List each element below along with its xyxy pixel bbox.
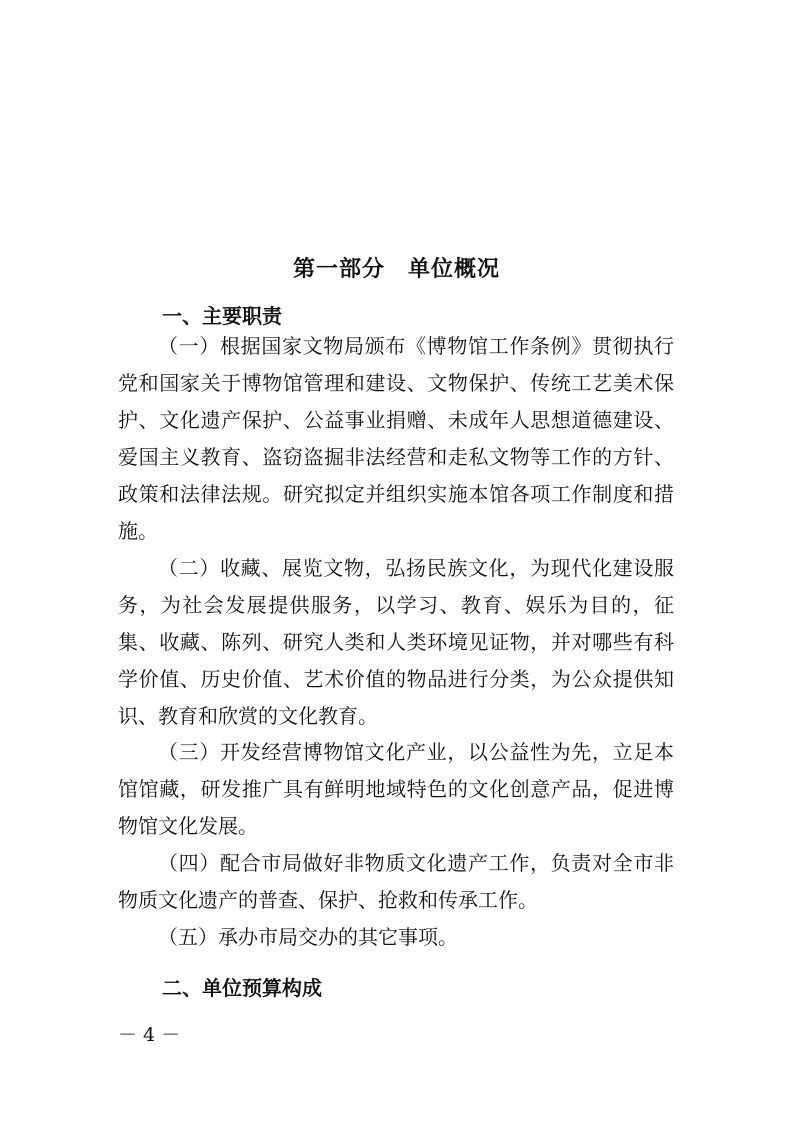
- paragraph-duty-3: （三）开发经营博物馆文化产业，以公益性为先，立足本馆馆藏，研发推广具有鲜明地域特色的文化创意产品，促进博物馆文化发展。: [118, 740, 674, 838]
- section-heading-main-duties: 一、主要职责: [162, 304, 282, 328]
- paragraph-duty-5: （五）承办市局交办的其它事项。: [158, 925, 458, 949]
- section-heading-budget-structure: 二、单位预算构成: [162, 976, 322, 1000]
- page-title: 第一部分 单位概况: [292, 257, 500, 282]
- paragraph-duty-2: （二）收藏、展览文物，弘扬民族文化，为现代化建设服务，为社会发展提供服务，以学习、教育、娱乐为目的，征集、收藏、陈列、研究人类和人类环境见证物，并对哪些有科学价值、历史价值、艺术价值的物品进行分类，为公众提供知识、教育和欣赏的文化教育。: [118, 556, 674, 728]
- paragraph-duty-1: （一）根据国家文物局颁布《博物馆工作条例》贯彻执行党和国家关于博物馆管理和建设、文物保护、传统工艺美术保护、文化遗产保护、公益事业捐赠、未成年人思想道德建设、爱国主义教育、盗窃盗掘非法经营和走私文物等工作的方针、政策和法律法规。研究拟定并组织实施本馆各项工作制度和措施。: [118, 334, 674, 543]
- page-number: － 4 －: [118, 1024, 181, 1046]
- paragraph-duty-4: （四）配合市局做好非物质文化遗产工作，负责对全市非物质文化遗产的普查、保护、抢救和传承工作。: [118, 851, 674, 912]
